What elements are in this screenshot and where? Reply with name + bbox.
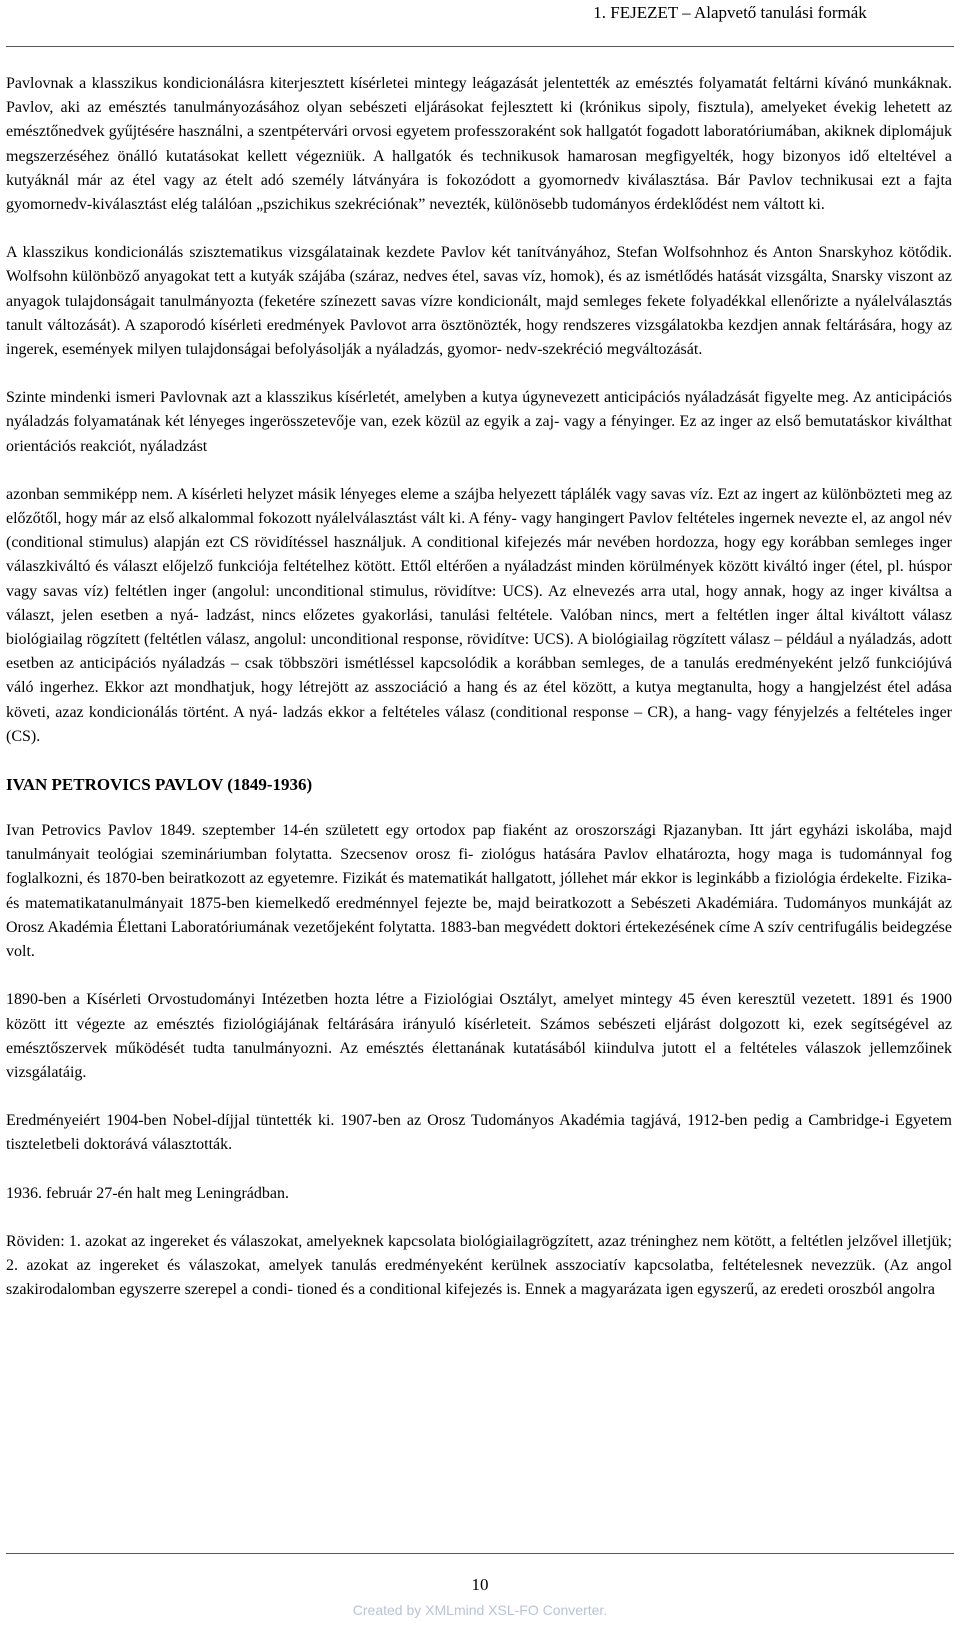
paragraph-bio-nobel: Eredményeiért 1904-ben Nobel-díjjal tüntették ki. 1907-ben az Orosz Tudományos Akadémia tagjává, 1912-ben pedig a Cambridge-i Egyetem tiszteletbeli doktorává választották. [6, 1112, 952, 1154]
paragraph-summary: Röviden: 1. azokat az ingereket és válaszokat, amelyeknek kapcsolata biológiailagrögzített, azaz tréninghez nem kötött, a feltétlen jelzővel illetjük; 2. azokat az ingereket és válaszokat, amelyek tanulás eredményeként kerülnek asszociatív kapcsolatba, feltételesnek nevezzük. (Az angol szakirodalomban egyszerre szerepel a condi- tioned és a conditional kifejezés is. Ennek a magyarázata igen egyszerű, az eredeti oroszból angolra [6, 1232, 952, 1299]
page-content [6, 72, 952, 1326]
paragraph-bio-physiology-dept: 1890-ben a Kísérleti Orvostudományi Intézetben hozta létre a Fiziológiai Osztályt, amelyet mintegy 45 éven keresztül vezetett. 1891 és 1900 között itt végezte az emésztés fiziológiájának feltárására irányuló kísérleteit. Számos sebészeti eljárást dolgozott ki, ezek segítségével az emésztőszervek működését tudta tanulmányozni. Az emésztés élettanának kutatásából kiindulva jutott el a feltételes válaszok jellemzőinek vizsgálatáig. [6, 991, 952, 1081]
chapter-running-header: 1. FEJEZET – Alapvető tanulási formák [593, 3, 867, 22]
converter-credit: Created by XMLmind XSL-FO Converter. [352, 1602, 608, 1618]
paragraph-pavlov-experiments: Pavlovnak a klasszikus kondicionálásra kiterjesztett kísérletei mintegy leágazását jelentették az emésztés folyamatát feltárni kívánó munkáknak. Pavlov, aki az emésztés tanulmányozásához olyan sebészeti eljárásokat fejlesztett ki (krónikus sipoly, fisztula), amelyeket évekig lehetett az emésztőnedvek gyűjtésére használni, a szentpétervári orvosi egyetem professzoraként sok hallgatót fogadott laboratóriumában, akiknek diplomájuk megszerzéséhez önálló kutatásokat kellett végezniük. A hallgatók és technikusok hamarosan megfigyelték, hogy bizonyos idő elteltével a kutyáknál már az étel vagy az ételt adó személy látványára is fokozódott a gyomornedv kiválasztása. Bár Pavlov technikusai ezt a fajta gyomornedv-kiválasztást elég találóan „pszichikus szekréciónak” nevezték, különösebb tudományos érdeklődést nem váltott ki. [6, 75, 952, 214]
paragraph-bio-early-life: Ivan Petrovics Pavlov 1849. szeptember 14-én született egy ortodox pap fiaként az oroszországi Rjazanyban. Itt járt egyházi iskolába, majd tanulmányait teológiai szemináriumban folytatta. Szecsenov orosz fi- ziológus hatására Pavlov elhatározta, hogy maga is tudománnyal fog foglalkozni, és 1870-ben beiratkozott az egyetemre. Fizikát és matematikát hallgatott, jóllehet már ekkor is leginkább a fiziológia érdekelte. Fizika- és matematikatanulmányait 1875-ben kiemelkedő eredménnyel fejezte be, majd beiratkozott a Sebészeti Akadémiára. Tudományos munkáját az Orosz Akadémia Élettani Laboratóriumának vezetőjeként folytatta. 1883-ban megvédett doktori értekezésének címe A szív centrifugális beidegzése volt. [6, 822, 952, 961]
paragraph-systematic-studies: A klasszikus kondicionálás szisztematikus vizsgálatainak kezdete Pavlov két tanítványához, Stefan Wolfsohnhoz és Anton Snarskyhoz kötődik. Wolfsohn különböző anyagokat tett a kutyák szájába (száraz, nedves étel, savas víz, homok), és az ismétlődés hatását vizsgálta, Snarsky viszont az anyagok tulajdonságait tanulmányozta (feketére színezett savas vízre kondicionált, majd semleges fekete folyadékkal ellenőrizte a nyálelválasztás tanult változását). A szaporodó kísérleti eredmények Pavlovot arra ösztönözték, hogy rendszeres vizsgálatokba kezdjen annak feltárására, hogy az ingerek, események milyen tulajdonságai befolyásolják a nyáladzás, gyomor- nedv-szekréció megváltozását. [6, 244, 952, 359]
header-divider [6, 46, 954, 47]
paragraph-conditional-stimulus: azonban semmiképp nem. A kísérleti helyzet másik lényeges eleme a szájba helyezett táplálék vagy savas víz. Ezt az ingert az különbözteti meg az előzőtől, hogy már az első alkalommal fokozott nyálelválasztást vált ki. A fény- vagy hangingert Pavlov feltételes ingernek nevezte el, az angol név (conditional stimulus) alapján ezt CS rövidítéssel használjuk. A conditional kifejezés már nevében hordozza, hogy egy korábban semleges inger válaszkiváltó és választ előjelző funkciója feltételhez kötött. Ettől eltérően a nyáladzást minden körülmények között kiváltó inger (étel, pl. húspor vagy savas víz) feltétlen inger (angolul: unconditional stimulus, rövidítve: UCS). Az elnevezés arra utal, hogy annak, hogy az inger kiváltsa a választ, jelen esetben a nyá- ladzást, nincs előzetes gyakorlási, tanulási feltétele. Valóban nincs, mert a feltétlen inger által kiváltott válasz biológiailag rögzített (feltétlen válasz, angolul: unconditional response, rövidítve: UCS). A biológiailag rögzített válasz – például a nyáladzás, adott esetben az anticipációs nyáladzás – csak többszöri ismétléssel kapcsolódik a korábban semleges, de a tanulás eredményeként jelző funkciójúvá váló ingerhez. Ekkor azt mondhatjuk, hogy létrejött az asszociáció a hang és az étel között, a kutya megtanulta, hogy a hangjelzést étel adása követi, azaz kondicionálás történt. A nyá- ladzás ekkor a feltételes válasz (conditional response – CR), a hang- vagy fényjelzés a feltételes inger (CS). [6, 485, 952, 745]
page-number: 10 [471, 1575, 489, 1594]
footer-divider [6, 1553, 954, 1554]
paragraph-anticipatory-salivation: Szinte mindenki ismeri Pavlovnak azt a klasszikus kísérletét, amelyben a kutya úgynevezett anticipációs nyáladzását figyelte meg. Az anticipációs nyáladzás folyamatának két lényeges ingerösszetevője van, ezek közül az egyik a zaj- vagy a fényinger. Ez az inger az első bemutatáskor kiválthat orientációs reakciót, nyáladzást [6, 389, 952, 455]
paragraph-bio-death: 1936. február 27-én halt meg Leningrádban. [6, 1184, 290, 1202]
section-heading-pavlov-bio: IVAN PETROVICS PAVLOV (1849-1936) [6, 775, 313, 795]
